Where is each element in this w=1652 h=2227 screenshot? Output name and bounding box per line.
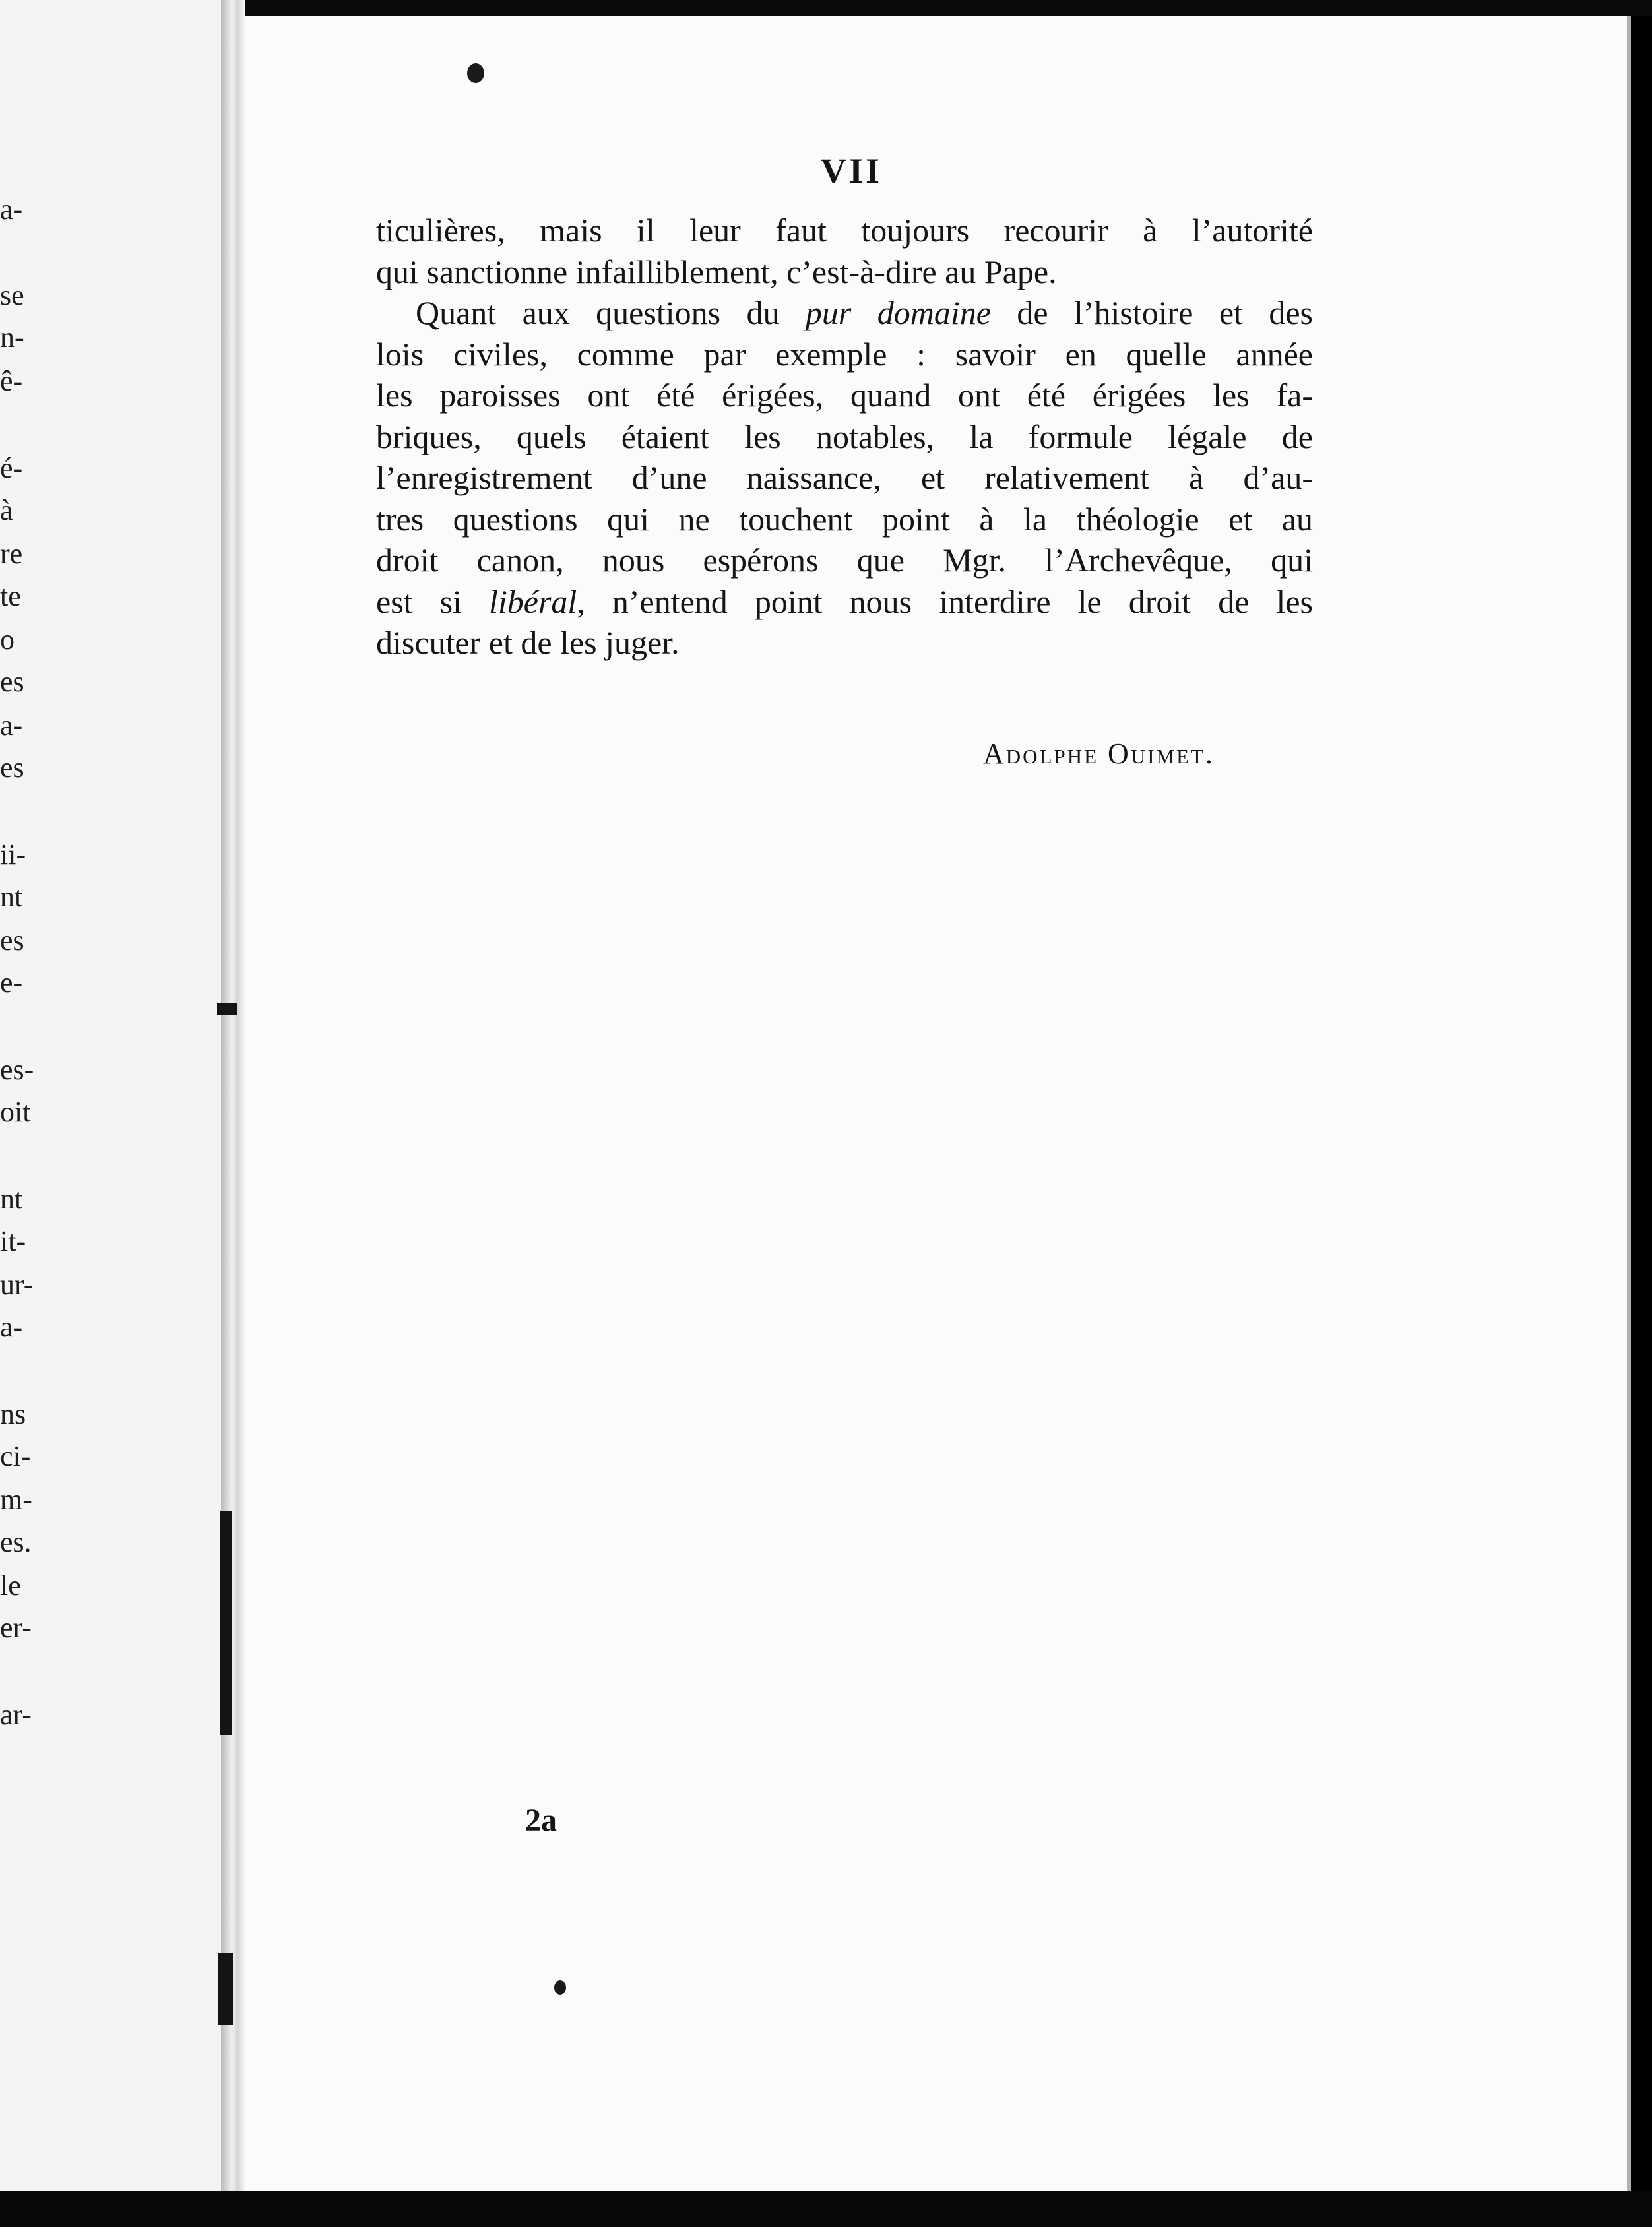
left-page-fragment <box>0 0 221 2227</box>
ink-dot <box>554 1980 566 1995</box>
left-page-text: es- <box>0 1053 34 1086</box>
binding-stitch <box>218 1953 233 2025</box>
page-number: VII <box>821 151 883 191</box>
binding-shadow <box>220 1511 232 1735</box>
left-page-text: ar- <box>0 1699 32 1731</box>
left-page-text: oit <box>0 1096 31 1128</box>
left-page-text: ê- <box>0 365 23 397</box>
text-line: qui sanctionne infailliblement, c’est-à-dire au Pape. <box>376 253 1057 290</box>
left-page-text: se <box>0 279 24 311</box>
left-page-text: n- <box>0 321 24 354</box>
left-page-text: es <box>0 924 24 957</box>
text-line: briques, quels étaient les notables, la formule légale de <box>376 418 1313 455</box>
left-page-text: à <box>0 494 13 526</box>
left-page-text: e- <box>0 966 23 999</box>
emphasis-text: pur domaine <box>805 294 991 331</box>
text-line: l’enregistrement d’une naissance, et relativement à d’au- <box>376 459 1313 496</box>
left-page-text: m- <box>0 1484 32 1516</box>
left-page-text: nt <box>0 1183 23 1215</box>
body-text <box>376 210 1313 664</box>
text-line: droit canon, nous espérons que Mgr. l’Archevêque, qui <box>376 542 1313 579</box>
left-page-text: a- <box>0 193 23 226</box>
left-page-text: es. <box>0 1526 32 1558</box>
left-page-text: ns <box>0 1398 26 1430</box>
left-page-text: it- <box>0 1225 26 1257</box>
left-page-text: ci- <box>0 1440 31 1472</box>
text-line: les paroisses ont été érigées, quand ont été érigées les fa- <box>376 377 1313 414</box>
emphasis-text: libéral <box>489 582 577 620</box>
text-line: est si libéral, n’entend point nous interdire le droit de les <box>376 582 1313 620</box>
left-page-text: ur- <box>0 1269 34 1301</box>
book-gutter <box>221 0 245 2227</box>
left-page-text: es <box>0 751 24 784</box>
text-line: tres questions qui ne touchent point à la théologie et au <box>376 500 1313 538</box>
left-page-text: a- <box>0 709 23 741</box>
text-line: discuter et de les juger. <box>376 624 680 661</box>
left-page-text: es <box>0 666 24 698</box>
text-line: Quant aux questions du pur domaine de l’histoire et des <box>416 294 1314 331</box>
binding-stitch <box>217 1003 237 1015</box>
signature-mark: 2a <box>525 1803 557 1838</box>
left-page-text: te <box>0 580 21 612</box>
scan-top-edge <box>245 0 1652 16</box>
left-page-text: ii- <box>0 838 26 871</box>
left-page-text: re <box>0 538 23 570</box>
left-page-text: o <box>0 623 15 656</box>
scan-bottom-edge <box>0 2191 1652 2227</box>
ink-dot <box>467 63 484 83</box>
left-page-text: nt <box>0 881 23 913</box>
left-page-text: a- <box>0 1311 23 1343</box>
text-line: ticulières, mais il leur faut toujours recourir à l’autorité <box>376 212 1313 249</box>
left-page-text: le <box>0 1569 21 1602</box>
author-signature: Adolphe Ouimet. <box>983 737 1215 770</box>
left-page-text: é- <box>0 452 23 484</box>
text-line: lois civiles, comme par exemple : savoir en quelle année <box>376 335 1313 373</box>
left-page-text: er- <box>0 1612 32 1644</box>
